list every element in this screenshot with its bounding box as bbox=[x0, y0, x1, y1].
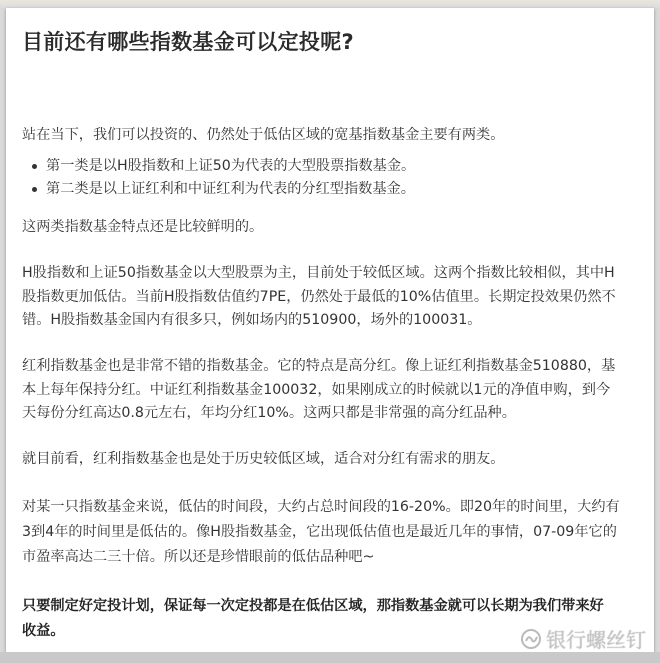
watermark-text: 银行螺丝钉 bbox=[546, 628, 646, 652]
watermark-logo-icon bbox=[520, 628, 542, 650]
paragraph-undervalued-period bbox=[22, 495, 652, 570]
text-line: 股指数更加低估。当前H股指数估值约7PE，仍然处于最低的10%估值里。长期定投效果仍然不 bbox=[22, 288, 616, 305]
text-line: 红利指数基金也是非常不错的指数基金。它的特点是高分红。像上证红利指数基金510880，基 bbox=[22, 358, 616, 374]
paragraph-current bbox=[22, 448, 652, 472]
text-line: 3到4年的时间里是低估的。像H股指数基金，它出现低估值也是最近几年的事情，07-09年它的 bbox=[22, 524, 617, 540]
paragraph-dividend bbox=[22, 355, 652, 426]
text-line: 错。H股指数基金国内有很多只，例如场内的510900，场外的100031。 bbox=[22, 312, 482, 328]
text-line: 市盈率高达二三十倍。所以还是珍惜眼前的低估品种吧~ bbox=[22, 549, 375, 565]
paragraph-h-share bbox=[22, 262, 652, 333]
text-line: 只要制定好定投计划，保证每一次定投都是在低估区域，那指数基金就可以长期为我们带来好 bbox=[22, 598, 604, 614]
text-line: 对某一只指数基金来说，低估的时间段，大约占总时间段的16-20%。即20年的时间里，大约有 bbox=[22, 499, 620, 515]
watermark bbox=[520, 624, 646, 653]
top-background bbox=[0, 0, 660, 8]
bottom-background bbox=[0, 652, 660, 663]
text-line: 本上每年保持分红。中证红利指数基金100032，如果刚成立的时候就以1元的净值申购，到今 bbox=[22, 381, 611, 398]
article-title: 目前还有哪些指数基金可以定投呢? bbox=[22, 30, 354, 54]
fund-type-list bbox=[22, 155, 415, 201]
text-line: 天每份分红高达0.8元左右，年均分红10%。这两只都是非常强的高分红品种。 bbox=[22, 405, 516, 421]
text-line: 就目前看，红利指数基金也是处于历史较低区域，适合对分红有需求的朋友。 bbox=[22, 451, 505, 467]
text-line: H股指数和上证50指数基金以大型股票为主，目前处于较低区域。这两个指数比较相似，其中H bbox=[22, 265, 615, 281]
text-line: 站在当下，我们可以投资的、仍然处于低估区域的宽基指数基金主要有两类。 bbox=[22, 127, 505, 143]
text-line: 收益。 bbox=[22, 623, 65, 639]
list-item: 第一类是以H股指数和上证50为代表的大型股票指数基金。 bbox=[22, 155, 415, 178]
list-item: 第二类是以上证红利和中证红利为代表的分红型指数基金。 bbox=[22, 178, 415, 201]
text-line: 这两类指数基金特点还是比较鲜明的。 bbox=[22, 219, 264, 235]
paragraph-2 bbox=[22, 216, 652, 240]
intro-paragraph bbox=[22, 124, 652, 148]
article-card bbox=[6, 8, 654, 652]
